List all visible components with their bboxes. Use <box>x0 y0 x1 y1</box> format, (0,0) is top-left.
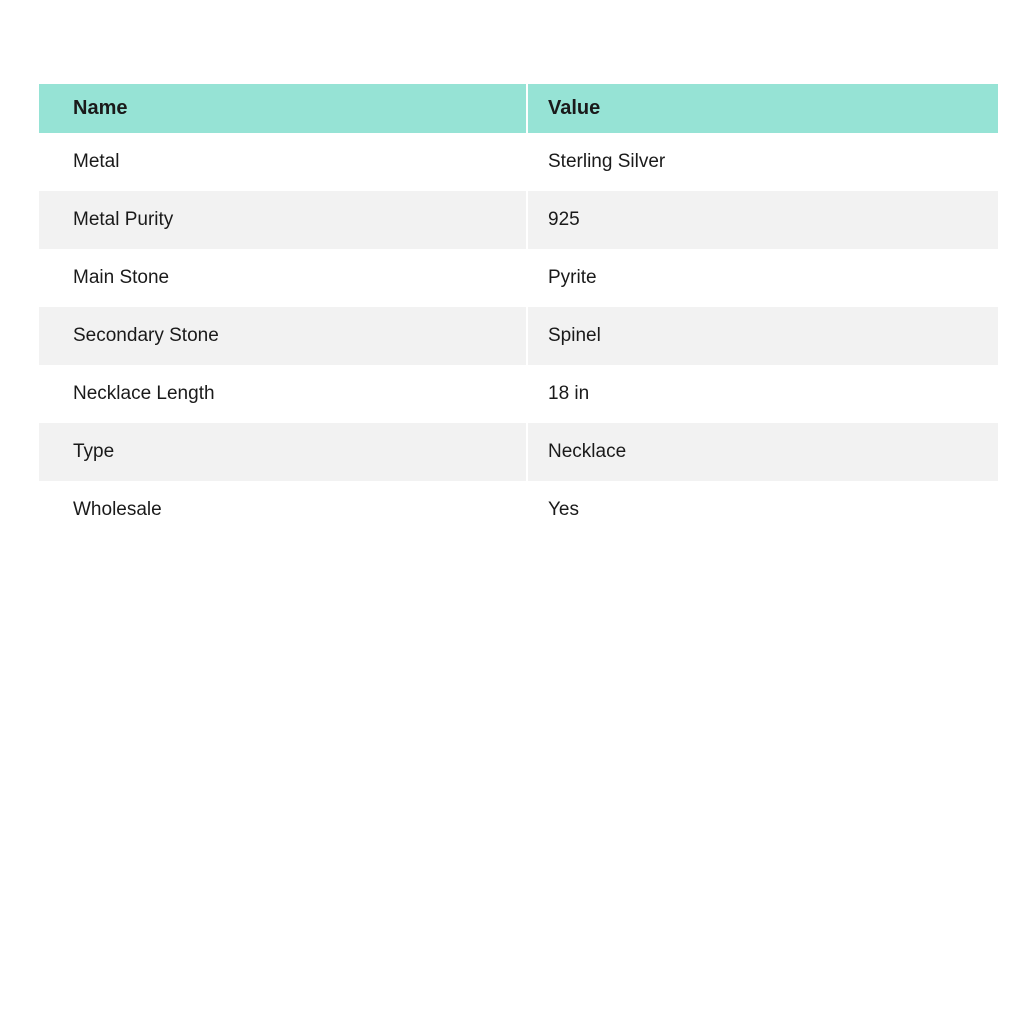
header-cell-name: Name <box>39 84 526 133</box>
table-row <box>39 133 998 191</box>
table-header <box>39 84 998 133</box>
table-row <box>39 307 998 365</box>
row-value-cell: Spinel <box>528 307 998 365</box>
row-name-cell: Wholesale <box>39 481 526 539</box>
table-row <box>39 191 998 249</box>
table-row <box>39 423 998 481</box>
header-row <box>39 84 998 133</box>
row-value-cell: Yes <box>528 481 998 539</box>
row-value-cell: Pyrite <box>528 249 998 307</box>
table-body <box>39 133 998 539</box>
table-row <box>39 249 998 307</box>
row-name-cell: Metal Purity <box>39 191 526 249</box>
row-name-cell: Necklace Length <box>39 365 526 423</box>
row-name-cell: Type <box>39 423 526 481</box>
row-value-cell: Necklace <box>528 423 998 481</box>
table-row <box>39 365 998 423</box>
row-value-cell: Sterling Silver <box>528 133 998 191</box>
row-name-cell: Metal <box>39 133 526 191</box>
row-name-cell: Main Stone <box>39 249 526 307</box>
row-value-cell: 925 <box>528 191 998 249</box>
table-row <box>39 481 998 539</box>
row-value-cell: 18 in <box>528 365 998 423</box>
header-cell-value: Value <box>528 84 998 133</box>
product-spec-table <box>37 84 1000 539</box>
row-name-cell: Secondary Stone <box>39 307 526 365</box>
